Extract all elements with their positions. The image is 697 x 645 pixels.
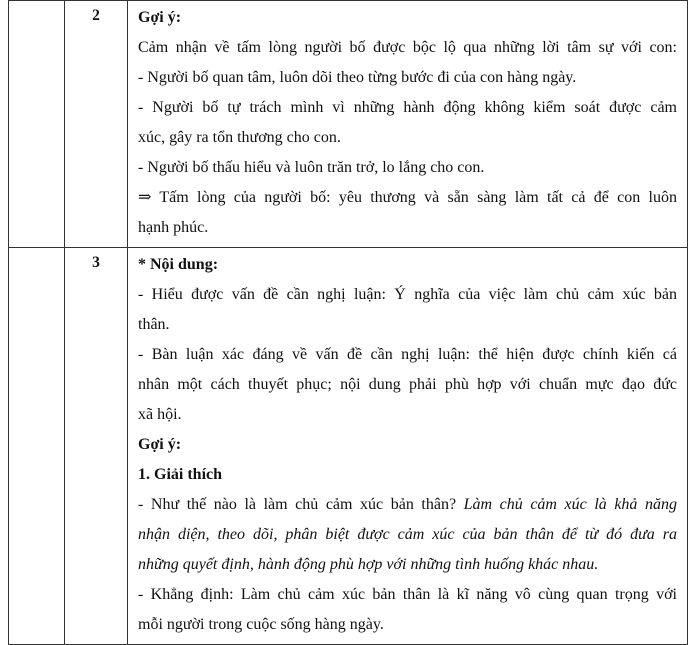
text-line bbox=[138, 490, 677, 520]
question-text: - Như thế nào là làm chủ cảm xúc bản thân? bbox=[138, 496, 457, 513]
text-line: - Khẳng định: Làm chủ cảm xúc bản thân là kĩ năng vô cùng quan trọng với bbox=[138, 586, 677, 603]
blank-cell bbox=[9, 248, 65, 645]
hint-heading: Gợi ý: bbox=[138, 436, 182, 453]
table-row bbox=[9, 248, 688, 645]
text-line: mỗi người trong cuộc sống hàng ngày. bbox=[138, 616, 384, 633]
text-line: - Người bố tự trách mình vì những hành động không kiểm soát được cảm bbox=[138, 99, 677, 116]
question-number-cell: 3 bbox=[65, 248, 128, 645]
text-line: nhận diện, theo dõi, phân biệt được cảm xúc của bản thân để từ đó đưa ra bbox=[138, 526, 677, 543]
answer-cell bbox=[128, 1, 688, 248]
text-line: xã hội. bbox=[138, 406, 182, 423]
answer-table bbox=[8, 0, 688, 645]
text-line: Cảm nhận về tấm lòng người bố được bộc lộ qua những lời tâm sự với con: bbox=[138, 39, 677, 56]
definition-text: Làm chủ cảm xúc là khả năng bbox=[463, 496, 678, 513]
text-line: những quyết định, hành động phù hợp với những tình huống khác nhau. bbox=[138, 556, 599, 573]
text-line: - Người bố quan tâm, luôn dõi theo từng bước đi của con hàng ngày. bbox=[138, 69, 577, 86]
text-line: - Người bố thấu hiểu và luôn trăn trở, lo lắng cho con. bbox=[138, 159, 485, 176]
text-line: nhân một cách thuyết phục; nội dung phải phù hợp với chuẩn mực đạo đức bbox=[138, 376, 677, 393]
section-heading: 1. Giải thích bbox=[138, 466, 223, 483]
content-heading: * Nội dung: bbox=[138, 256, 219, 273]
table-row bbox=[9, 1, 688, 248]
text-line: - Hiểu được vấn đề cần nghị luận: Ý nghĩa của việc làm chủ cảm xúc bản bbox=[138, 286, 677, 303]
question-number-cell: 2 bbox=[65, 1, 128, 248]
answer-cell bbox=[128, 248, 688, 645]
text-line: xúc, gây ra tổn thương cho con. bbox=[138, 129, 341, 146]
text-line: thân. bbox=[138, 316, 170, 333]
blank-cell bbox=[9, 1, 65, 248]
hint-heading: Gợi ý: bbox=[138, 9, 182, 26]
text-line: ⇒ Tấm lòng của người bố: yêu thương và sẵn sàng làm tất cả để con luôn bbox=[138, 189, 677, 206]
text-line: - Bàn luận xác đáng về vấn đề cần nghị luận: thể hiện được chính kiến cá bbox=[138, 346, 677, 363]
text-line: hạnh phúc. bbox=[138, 219, 209, 236]
